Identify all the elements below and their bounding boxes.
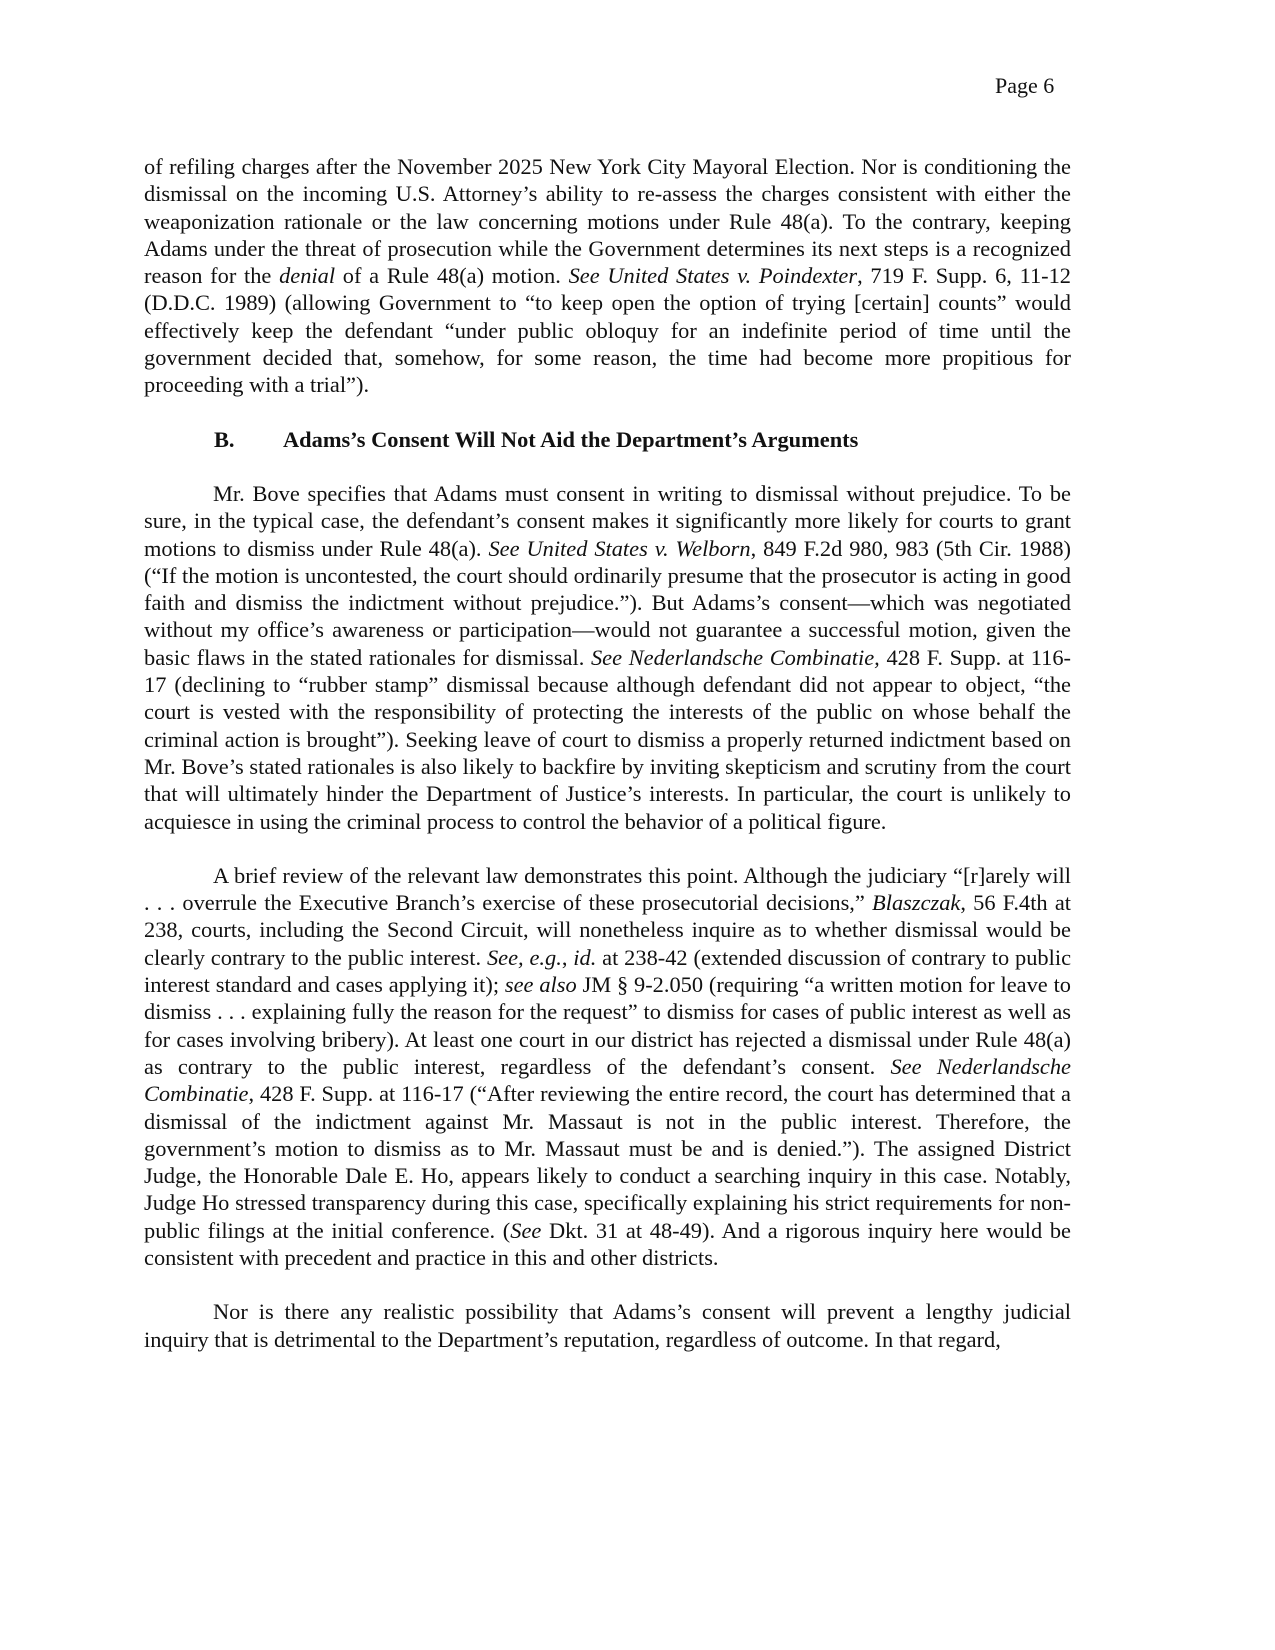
paragraph-1-emphasis-denial: denial [279,263,336,289]
paragraph-2-text-c: , 849 F.2d 980, 983 (5th Cir. 1988) (“If the motion is uncontested, the court should ordinarily presume that the prosecutor is acting in good faith and dismiss the indictment without prejudice.”). But Adams’s consent—which was negotiated without my office’s awareness or participation—would not guarantee a successful motion, given the basic flaws in the stated rationales for dismissal. [144,535,1071,670]
section-heading-number: B. [214,426,235,452]
paragraph-3-text-c: , 56 F.4th at 238, courts, including the Second Circuit, will nonetheless inquire as to whether dismissal would be clearly contrary to the public interest. [144,890,1071,970]
paragraph-3-text-e: , [561,944,574,970]
paragraph-2-citation-nederlandsche: See Nederlandsche Combinatie, [590,644,880,670]
paragraph-3-text-k: , 428 F. Supp. at 116-17 (“After reviewing the entire record, the court has determined that a dismissal of the indictment against Mr. Massaut is not in the public interest. Therefore, the government’s motion to dismiss as to Mr. Massaut must be and is denied.”). The assigned District Judge, the Honorable Dale E. Ho, appears likely to conduct a searching inquiry in this case. Notably, Judge Ho stressed transparency during this case, specifically explaining his strict requirements for non-public filings at the initial conference. ( [144,1081,1071,1243]
paragraph-1-text-e: , 719 F. Supp. 6, 11-12 (D.D.C. 1989) (allowing Government to “to keep open the option of trying [certain] counts” would effectively keep the defendant “under public obloquy for an indefinite period of time until the government decided that, somehow, for some reason, the time had become more propitious for proceeding with a trial”). [144,263,1072,398]
paragraph-2 [144,480,1071,835]
paragraph-3-signal-see-also: see also [504,972,577,998]
section-heading-title: Adams’s Consent Will Not Aid the Department’s Arguments [283,426,859,452]
document-body [144,153,1071,1353]
paragraph-3-text-a: A brief review of the relevant law demonstrates this point. Although the judiciary “[r]arely will . . . overrule the Executive Branch’s exercise of these prosecutorial decisions,” [144,862,1071,916]
paragraph-4 [144,1298,1071,1353]
paragraph-1-text-c: of a Rule 48(a) motion. [335,263,569,289]
paragraph-3-citation-nederlandsche: See Nederlandsche Combinatie [144,1053,1071,1107]
paragraph-2-text-a: Mr. Bove specifies that Adams must consent in writing to dismissal without prejudice. To be sure, in the typical case, the defendant’s consent makes it significantly more likely for courts to grant motions to dismiss under Rule 48(a). [144,480,1071,561]
paragraph-4-text-a: Nor is there any realistic possibility that Adams’s consent will prevent a lengthy judicial inquiry that is detrimental to the Department’s reputation, regardless of outcome. In that regard, [144,1299,1071,1352]
paragraph-1 [144,153,1071,399]
paragraph-3 [144,862,1071,1271]
paragraph-1-citation-poindexter: See United States v. Poindexter [568,263,858,289]
paragraph-3-signal-see: See [510,1217,542,1243]
paragraph-2-text-e: 428 F. Supp. at 116-17 (declining to “rubber stamp” dismissal because although defendant did not appear to object, “the court is vested with the responsibility of protecting the interests of the public on whose behalf the criminal action is brought”). Seeking leave of court to dismiss a properly returned indictment based on Mr. Bove’s stated rationales is also likely to backfire by inviting skepticism and scrutiny from the court that will ultimately hinder the Department of Justice’s interests. In particular, the court is unlikely to acquiesce in using the criminal process to control the behavior of a political figure. [144,644,1071,834]
paragraph-1-text-a: of refiling charges after the November 2025 New York City Mayoral Election. Nor is conditioning the dismissal on the incoming U.S. Attorney’s ability to re-assess the charges consistent with either the weaponization rationale or the law concerning motions under Rule 48(a). To the contrary, keeping Adams under the threat of prosecution while the Government determines its next steps is a recognized reason for the [144,154,1071,289]
paragraph-3-signal-id: id. [573,944,597,970]
page-number: Page 6 [995,73,1055,98]
paragraph-3-citation-blaszczak: Blaszczak [872,890,961,916]
paragraph-3-text-g: at 238-42 (extended discussion of contrary to public interest standard and cases applying it); [144,944,1072,998]
paragraph-2-citation-welborn: See United States v. Welborn [488,535,751,561]
paragraph-3-signal-see-eg: See, e.g. [486,944,562,970]
paragraph-3-text-m: Dkt. 31 at 48-49). And a rigorous inquiry here would be consistent with precedent and practice in this and other districts. [144,1217,1071,1270]
section-heading-b [144,426,1071,453]
paragraph-3-text-i: JM § 9-2.050 (requiring “a written motion for leave to dismiss . . . explaining fully the reason for the request” to dismiss for cases of public interest as well as for cases involving bribery). At least one court in our district has rejected a dismissal under Rule 48(a) as contrary to the public interest, regardless of the defendant’s consent. [144,972,1071,1079]
